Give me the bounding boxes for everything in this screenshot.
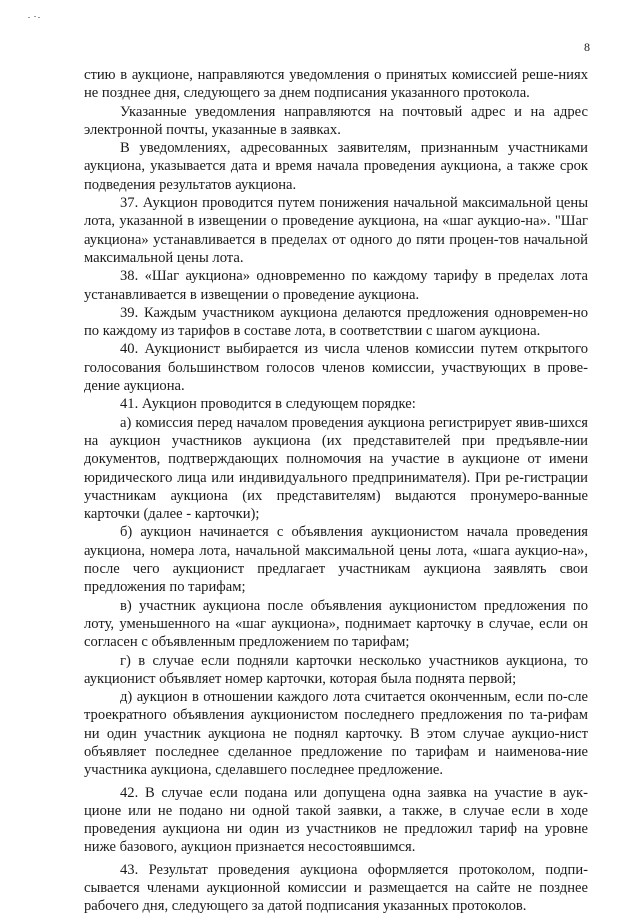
paragraph-notification-content: В уведомлениях, адресованных заявителям, признанным участниками аукциона, указывается дата и время начала проведения аукциона, а также срок подведения результатов аукциона. (84, 140, 588, 193)
page-number: 8 (584, 40, 590, 54)
paragraph-clause-41-g: г) в случае если подняли карточки несколько участников аукциона, то аукционист объявляет номер карточки, которая была поднята первой; (84, 652, 588, 687)
paragraph-continuation: стию в аукционе, направляются уведомления о принятых комиссией реше-ниях не позднее дня, следующего за днем подписания указанного протокола. (84, 67, 588, 102)
paragraph-clause-41-d: д) аукцион в отношении каждого лота считается оконченным, если по-сле троекратного объявления аукционистом последнего предложения по та-рифам ни один участник аукциона не поднял карточку. В этом случае аукцио-нист объявляет последнее сделанное предложение по тарифам и наименова-ние участника аукциона, сделавшего последнее предложение. (84, 689, 588, 779)
scan-artifact (28, 16, 40, 19)
document-body (84, 66, 588, 916)
paragraph-notification-addresses: Указанные уведомления направляются на почтовый адрес и на адрес электронной почты, указанные в заявках. (84, 103, 588, 138)
paragraph-clause-41: 41. Аукцион проводится в следующем порядке: (120, 396, 416, 413)
paragraph-clause-41-b: б) аукцион начинается с объявления аукционистом начала проведения аукциона, номера лота, начальной максимальной цены лота, «шага аукцио-на», после чего аукционист предлагает участникам аукциона заявлять свои предложения по тарифам; (84, 524, 588, 596)
paragraph-clause-39: 39. Каждым участником аукциона делаются предложения одновремен-но по каждому из тарифов в составе лота, в соответствии с шагом аукциона. (84, 304, 588, 340)
paragraph-clause-41-v: в) участник аукциона после объявления аукционистом предложения по лоту, уменьшенного на «шаг аукциона», поднимает карточку в случае, если он согласен с объявленным предложением по тарифам; (84, 597, 588, 651)
paragraph-clause-43: 43. Результат проведения аукциона оформляется протоколом, подпи-сывается членами аукционной комиссии и размещается на сайте не позднее рабочего дня, следующего за датой подписания указанных протоколов. (84, 861, 588, 915)
paragraph-clause-41-a: а) комиссия перед началом проведения аукциона регистрирует явив-шихся на аукцион участников аукциона (их представителей при предъявле-нии документов, подтверждающих полномочия на участие в аукционе от имени юридического лица или индивидуального предпринимателя). При ре-гистрации участникам аукциона (их представителям) выдаются пронумеро-ванные карточки (далее - карточки); (84, 414, 588, 523)
paragraph-clause-38: 38. «Шаг аукциона» одновременно по каждому тарифу в пределах лота устанавливается в извещении о проведение аукциона. (84, 268, 588, 303)
paragraph-clause-37: 37. Аукцион проводится путем понижения начальной максимальной цены лота, указанной в извещении о проведение аукциона, на «шаг аукцио-на». "Шаг аукциона» устанавливается в пределах от одного до пяти процен-тов начальной максимальной цены лота. (84, 195, 588, 266)
paragraph-clause-40: 40. Аукционист выбирается из числа членов комиссии путем открытого голосования большинством голосов членов комиссии, участвующих в прове-дение аукциона. (84, 341, 588, 395)
paragraph-clause-42: 42. В случае если подана или допущена одна заявка на участие в аук-ционе или не подано ни одной такой заявки, а также, в случае если в ходе проведения аукциона ни один из участников не предложил тариф на уровне ниже базового, аукцион признается несостоявшимся. (84, 784, 588, 856)
